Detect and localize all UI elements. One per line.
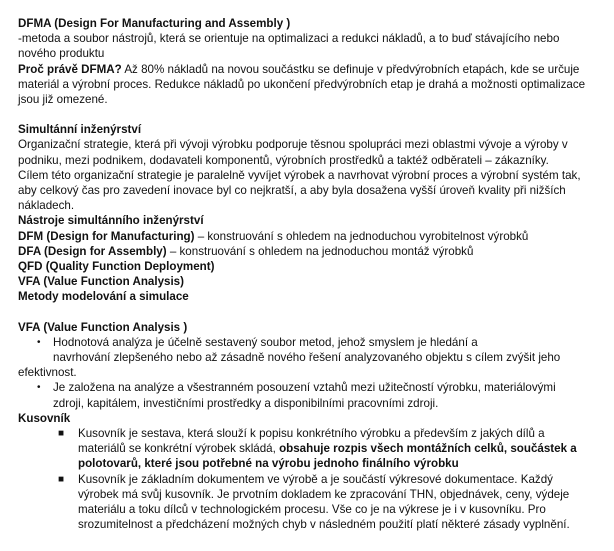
simultaneous-line: nákladech. xyxy=(18,199,75,213)
tool-name: DFM (Design for Manufacturing) xyxy=(18,229,195,243)
bullet-text: materiálu a toku dílců v technologickém procesu. Vše co je na výkrese je i v kusovníku. Pro xyxy=(78,503,546,517)
tool-desc: – konstruování s ohledem na jednoduchou montáž výrobků xyxy=(166,244,474,258)
section-gap xyxy=(18,305,606,320)
vfa-title: VFA (Value Function Analysis ) xyxy=(18,320,188,334)
kusovnik-title: Kusovník xyxy=(18,411,71,425)
dfma-why-line3: jsou již omezené. xyxy=(18,93,108,107)
square-bullet-icon: ■ xyxy=(58,428,65,440)
vfa-bullet-1 xyxy=(18,335,606,381)
bullet-text: Hodnotová analýza je účelně sestavený soubor metod, jehož smyslem je hledání a xyxy=(53,335,478,349)
vfa-bullet-2 xyxy=(18,380,606,410)
bullet-text: výrobek má svůj kusovník. Je prvotním dokladem ke zpracování THN, objednávek, ceny, výdeje xyxy=(78,487,570,501)
bullet-text-bold: obsahuje rozpis všech montážních celků, součástek a xyxy=(279,442,577,456)
square-bullet-icon: ■ xyxy=(58,473,65,485)
tool-name: DFA (Design for Assembly) xyxy=(18,244,167,258)
tools-title: Nástroje simultánního inženýrství xyxy=(18,214,204,228)
dfma-why-line1 xyxy=(18,62,606,77)
bullet-text-plain: materiálů se konkrétní výrobek skládá, xyxy=(78,442,280,456)
bullet-text: efektivnost. xyxy=(18,366,77,380)
bullet-text: navrhování zlepšeného nebo až zásadně nového řešení analyzovaného objektu s cílem zvýšit jeho xyxy=(53,351,561,365)
tool-desc: – konstruování s ohledem na jednoduchou vyrobitelnost výrobků xyxy=(194,229,529,243)
tool-item: QFD (Quality Function Deployment) xyxy=(18,260,215,274)
simultaneous-line: Cílem této organizační strategie je paralelně vyvíjet výrobek a navrhovat výrobní proces a výrobní systém tak, xyxy=(18,168,581,182)
bullet-text xyxy=(18,441,606,456)
bullet-text: zdroji, kapitálem, investičními prostředky a disponibilními pracovními zdroji. xyxy=(53,396,439,410)
section-gap xyxy=(18,107,606,122)
bullet-text: Kusovník je sestava, která slouží k popisu konkrétního výrobku a především z jakých dílů a xyxy=(78,427,545,441)
dfma-why-line2: materiál a výrobní proces. Redukce nákladů po ukončení předvýrobních etap je drahá a možnosti optimalizace xyxy=(18,77,586,91)
dfma-desc-line2: nového produktu xyxy=(18,47,105,61)
dfma-why-line1-rest: Až 80% nákladů na novou součástku se definuje v předvýrobních etapách, kde se určuje xyxy=(121,62,580,76)
kusovnik-bullet-2 xyxy=(18,472,606,533)
simultaneous-title: Simultánní inženýrství xyxy=(18,123,142,137)
tool-item: VFA (Value Function Analysis) xyxy=(18,275,184,289)
simultaneous-line: podniku, mezi podnikem, dodavateli komponentů, výrobních prostředků a taktéž odběrateli – zákazníky. xyxy=(18,153,549,167)
dfma-title: DFMA (Design For Manufacturing and Assembly ) xyxy=(18,17,291,30)
bullet-text: Je založena na analýze a všestranném posouzení vztahů mezi užitečností výrobku, materiálovými xyxy=(53,381,556,395)
bullet-icon: • xyxy=(37,336,41,348)
tool-item: Metody modelování a simulace xyxy=(18,290,189,304)
simultaneous-line: Organizační strategie, která při vývoji výrobku podporuje těsnou spolupráci mezi oblastmi vývoje a výroby v xyxy=(18,138,568,152)
dfma-why-label: Proč právě DFMA? xyxy=(18,62,122,76)
tool-item xyxy=(18,229,606,244)
bullet-text-bold: polotovarů, které jsou potřebné na výrobu jednoho finálního výrobku xyxy=(78,457,459,471)
bullet-text: Kusovník je základním dokumentem ve výrobě a je součástí výkresové dokumentace. Každý xyxy=(78,472,553,486)
document-body xyxy=(18,16,606,533)
dfma-desc-line1: -metoda a soubor nástrojů, která se orientuje na optimalizaci a redukci nákladů, a to buď stávajícího nebo xyxy=(18,32,560,46)
simultaneous-line: aby celkový čas pro zavedení inovace byl co nejkratší, a aby byla dosažena vyšší úroveň kvality při nižších xyxy=(18,184,566,198)
tool-item xyxy=(18,244,606,259)
bullet-text: srozumitelnost a předcházení možných chyb v následném použití platí některé zásady vyplnění. xyxy=(78,518,570,532)
bullet-icon: • xyxy=(37,382,41,394)
kusovnik-bullet-1 xyxy=(18,426,606,472)
